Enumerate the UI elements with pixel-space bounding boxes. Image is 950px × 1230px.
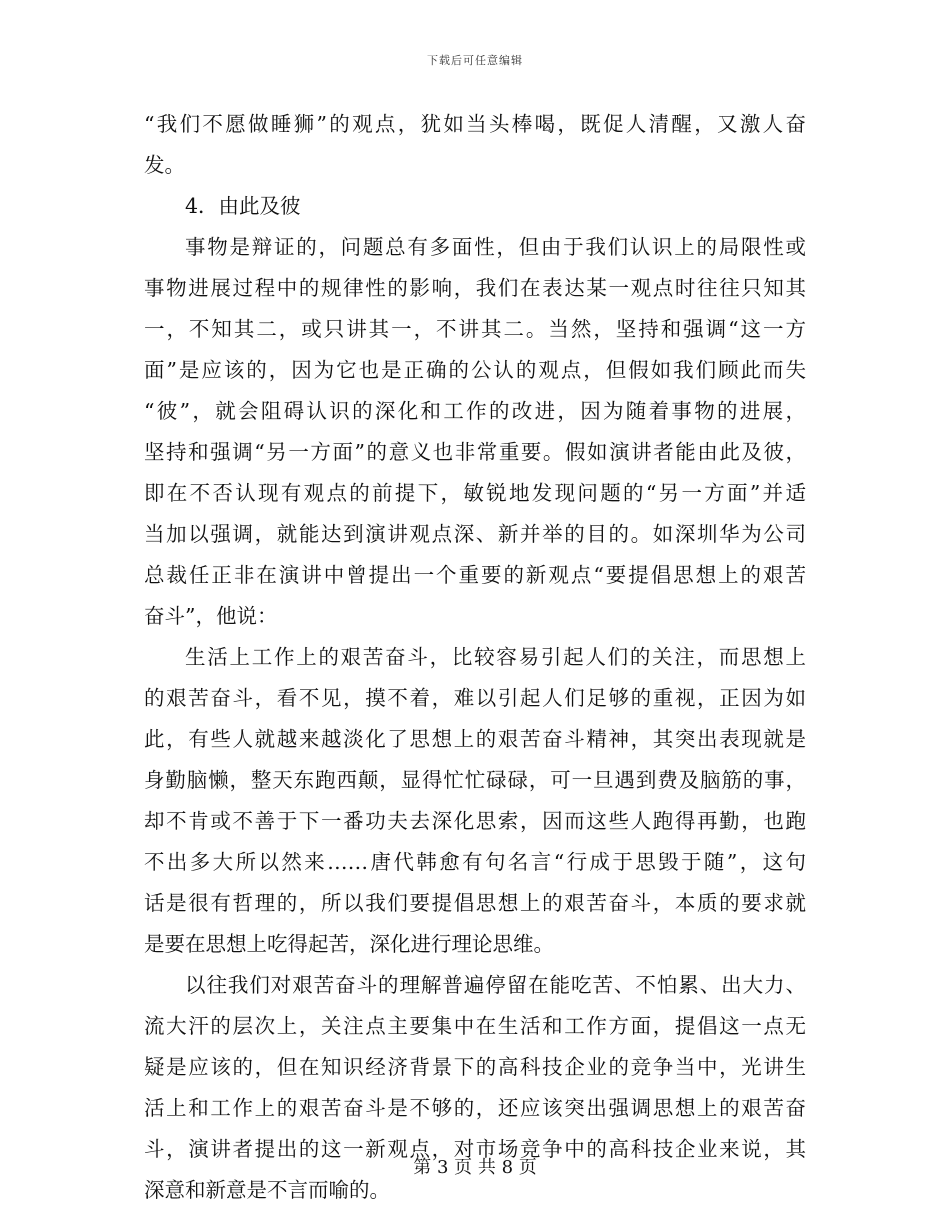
page-number: 第 3 页 共 8 页: [413, 1157, 537, 1178]
text-line: 深意和新意是不言而喻的。: [144, 1178, 390, 1202]
text-line: 奋斗”，他说：: [144, 604, 278, 628]
page-header: 下载后可任意编辑: [427, 54, 523, 67]
text-line: 活上和工作上的艰苦奋斗是不够的，还应该突出强调思想上的艰苦奋: [144, 1096, 806, 1120]
text-line: 当加以强调，就能达到演讲观点深、新并举的目的。如深圳华为公司: [144, 522, 806, 546]
text-line: 面”是应该的，因为它也是正确的公认的观点，但假如我们顾此而失: [144, 358, 806, 382]
quote-line: 身勤脑懒，整天东跑西颠，显得忙忙碌碌，可一旦遇到费及脑筋的事，: [144, 768, 806, 792]
quote-line: 不出多大所以然来……唐代韩愈有句名言“行成于思毁于随”，这句: [144, 850, 806, 874]
text-line: 以往我们对艰苦奋斗的理解普遍停留在能吃苦、不怕累、出大力、: [185, 973, 806, 997]
text-line: 事物是辩证的，问题总有多面性，但由于我们认识上的局限性或: [185, 235, 806, 259]
text-line: 斗，演讲者提出的这一新观点，对市场竞争中的高科技企业来说，其: [144, 1137, 806, 1161]
text-line: 流大汗的层次上，关注点主要集中在生活和工作方面，提倡这一点无: [144, 1014, 806, 1038]
text-line: 疑是应该的，但在知识经济背景下的高科技企业的竞争当中，光讲生: [144, 1055, 806, 1079]
quote-line: 话是很有哲理的，所以我们要提倡思想上的艰苦奋斗，本质的要求就: [144, 891, 806, 915]
quote-line: 是要在思想上吃得起苦，深化进行理论思维。: [144, 932, 554, 956]
section-heading: 4．由此及彼: [185, 194, 301, 218]
text-line: 事物进展过程中的规律性的影响，我们在表达某一观点时往往只知其: [144, 276, 806, 300]
text-line: 即在不否认现有观点的前提下，敏锐地发现问题的“另一方面”并适: [144, 481, 806, 505]
quote-line: 却不肯或不善于下一番功夫去深化思索，因而这些人跑得再勤，也跑: [144, 809, 806, 833]
quote-line: 的艰苦奋斗，看不见，摸不着，难以引起人们足够的重视，正因为如: [144, 686, 806, 710]
text-line: “彼”，就会阻碍认识的深化和工作的改进，因为随着事物的进展，: [144, 399, 806, 423]
quote-line: 此，有些人就越来越淡化了思想上的艰苦奋斗精神，其突出表现就是: [144, 727, 806, 751]
document-body: [144, 104, 806, 1211]
text-line: 总裁任正非在演讲中曾提出一个重要的新观点“要提倡思想上的艰苦: [144, 563, 806, 587]
text-line: 坚持和强调“另一方面”的意义也非常重要。假如演讲者能由此及彼，: [144, 440, 806, 464]
quote-line: 生活上工作上的艰苦奋斗，比较容易引起人们的关注，而思想上: [185, 645, 806, 669]
text-line: 一，不知其二，或只讲其一，不讲其二。当然，坚持和强调“这一方: [144, 317, 806, 341]
text-line: 发。: [144, 153, 185, 177]
text-line: “我们不愿做睡狮”的观点，犹如当头棒喝，既促人清醒，又激人奋: [144, 112, 806, 136]
